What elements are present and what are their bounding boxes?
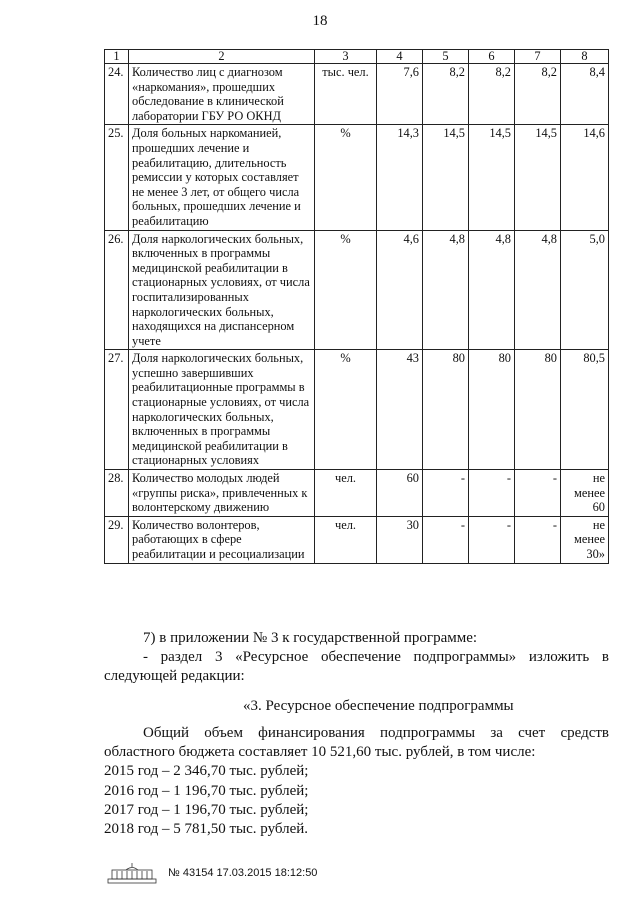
value-col-4-cell: 14,3 <box>377 125 423 230</box>
indicator-name-cell: Количество молодых людей «группы риска», привлеченных к волонтерскому движению <box>129 470 315 517</box>
value-col-8-cell: 14,6 <box>561 125 609 230</box>
row-number-cell: 26. <box>105 230 129 350</box>
unit-cell: чел. <box>315 470 377 517</box>
header-col-1: 1 <box>105 50 129 64</box>
header-col-6: 6 <box>469 50 515 64</box>
value-col-5-cell: 14,5 <box>423 125 469 230</box>
year-2015-line: 2015 год – 2 346,70 тыс. рублей; <box>104 763 309 779</box>
table-body <box>105 64 609 564</box>
indicators-table <box>104 49 609 564</box>
year-2016-line: 2016 год – 1 196,70 тыс. рублей; <box>104 783 309 799</box>
row-number-cell: 27. <box>105 350 129 470</box>
year-2017-line: 2017 год – 1 196,70 тыс. рублей; <box>104 802 309 818</box>
indicator-name-cell: Доля наркологических больных, успешно завершивших реабилитационные программы в стационарные условиях, от числа наркологических больных, включенных в программы медицинской реабилитации в стационарных условиях <box>129 350 315 470</box>
row-number-cell: 28. <box>105 470 129 517</box>
value-col-4-cell: 30 <box>377 516 423 563</box>
header-col-3: 3 <box>315 50 377 64</box>
value-col-8-cell: 80,5 <box>561 350 609 470</box>
value-col-5-cell: - <box>423 516 469 563</box>
table-row <box>105 516 609 563</box>
value-col-4-cell: 43 <box>377 350 423 470</box>
paragraph-line-1: Общий объем финансирования подпрограммы за счет средств <box>143 725 609 741</box>
row-number-cell: 29. <box>105 516 129 563</box>
header-col-5: 5 <box>423 50 469 64</box>
item-7-text: 7) в приложении № 3 к государственной программе: <box>143 630 478 646</box>
header-row <box>105 50 609 64</box>
table-row <box>105 230 609 350</box>
paragraph-line-2: областного бюджета составляет 10 521,60 тыс. рублей, в том числе: <box>104 744 536 760</box>
unit-cell: чел. <box>315 516 377 563</box>
value-col-6-cell: - <box>469 470 515 517</box>
unit-cell: тыс. чел. <box>315 64 377 125</box>
header-col-4: 4 <box>377 50 423 64</box>
value-col-7-cell: - <box>515 516 561 563</box>
value-col-7-cell: 14,5 <box>515 125 561 230</box>
value-col-4-cell: 60 <box>377 470 423 517</box>
value-col-5-cell: - <box>423 470 469 517</box>
value-col-8-cell: 8,4 <box>561 64 609 125</box>
unit-cell: % <box>315 125 377 230</box>
document-number: № 43154 17.03.2015 18:12:50 <box>168 867 318 879</box>
value-col-5-cell: 4,8 <box>423 230 469 350</box>
footer <box>106 862 317 884</box>
value-col-7-cell: 4,8 <box>515 230 561 350</box>
value-col-6-cell: 8,2 <box>469 64 515 125</box>
value-col-7-cell: - <box>515 470 561 517</box>
value-col-4-cell: 7,6 <box>377 64 423 125</box>
value-col-6-cell: 4,8 <box>469 230 515 350</box>
table-row <box>105 64 609 125</box>
value-col-5-cell: 8,2 <box>423 64 469 125</box>
indicator-name-cell: Количество волонтеров, работающих в сфере реабилитации и ресоциализации <box>129 516 315 563</box>
row-number-cell: 24. <box>105 64 129 125</box>
value-col-6-cell: - <box>469 516 515 563</box>
header-col-7: 7 <box>515 50 561 64</box>
value-col-8-cell: 5,0 <box>561 230 609 350</box>
year-2018-line: 2018 год – 5 781,50 тыс. рублей. <box>104 821 309 837</box>
value-col-8-cell: не менее 60 <box>561 470 609 517</box>
indicator-name-cell: Доля наркологических больных, включенных в программы медицинской реабилитации в стационарных условиях, от числа госпитализированных наркологических больных, находящихся на диспансерном учете <box>129 230 315 350</box>
value-col-7-cell: 8,2 <box>515 64 561 125</box>
page-number: 18 <box>312 13 328 29</box>
value-col-6-cell: 80 <box>469 350 515 470</box>
unit-cell: % <box>315 230 377 350</box>
bullet-line-2: следующей редакции: <box>104 668 245 684</box>
value-col-7-cell: 80 <box>515 350 561 470</box>
building-stamp-icon <box>106 862 158 884</box>
section-title: «3. Ресурсное обеспечение подпрограммы <box>243 698 514 714</box>
row-number-cell: 25. <box>105 125 129 230</box>
indicator-name-cell: Количество лиц с диагнозом «наркомания», прошедших обследование в клинической лаборатории ГБУ РО ОКНД <box>129 64 315 125</box>
table-row <box>105 125 609 230</box>
value-col-6-cell: 14,5 <box>469 125 515 230</box>
unit-cell: % <box>315 350 377 470</box>
bullet-line-1: - раздел 3 «Ресурсное обеспечение подпрограммы» изложить в <box>143 649 609 665</box>
value-col-5-cell: 80 <box>423 350 469 470</box>
header-col-8: 8 <box>561 50 609 64</box>
header-col-2: 2 <box>129 50 315 64</box>
value-col-4-cell: 4,6 <box>377 230 423 350</box>
table-row <box>105 470 609 517</box>
indicator-name-cell: Доля больных наркоманией, прошедших лечение и реабилитацию, длительность ремиссии у которых составляет не менее 3 лет, от общего числа больных, прошедших лечение и реабилитацию <box>129 125 315 230</box>
table-row <box>105 350 609 470</box>
value-col-8-cell: не менее 30» <box>561 516 609 563</box>
